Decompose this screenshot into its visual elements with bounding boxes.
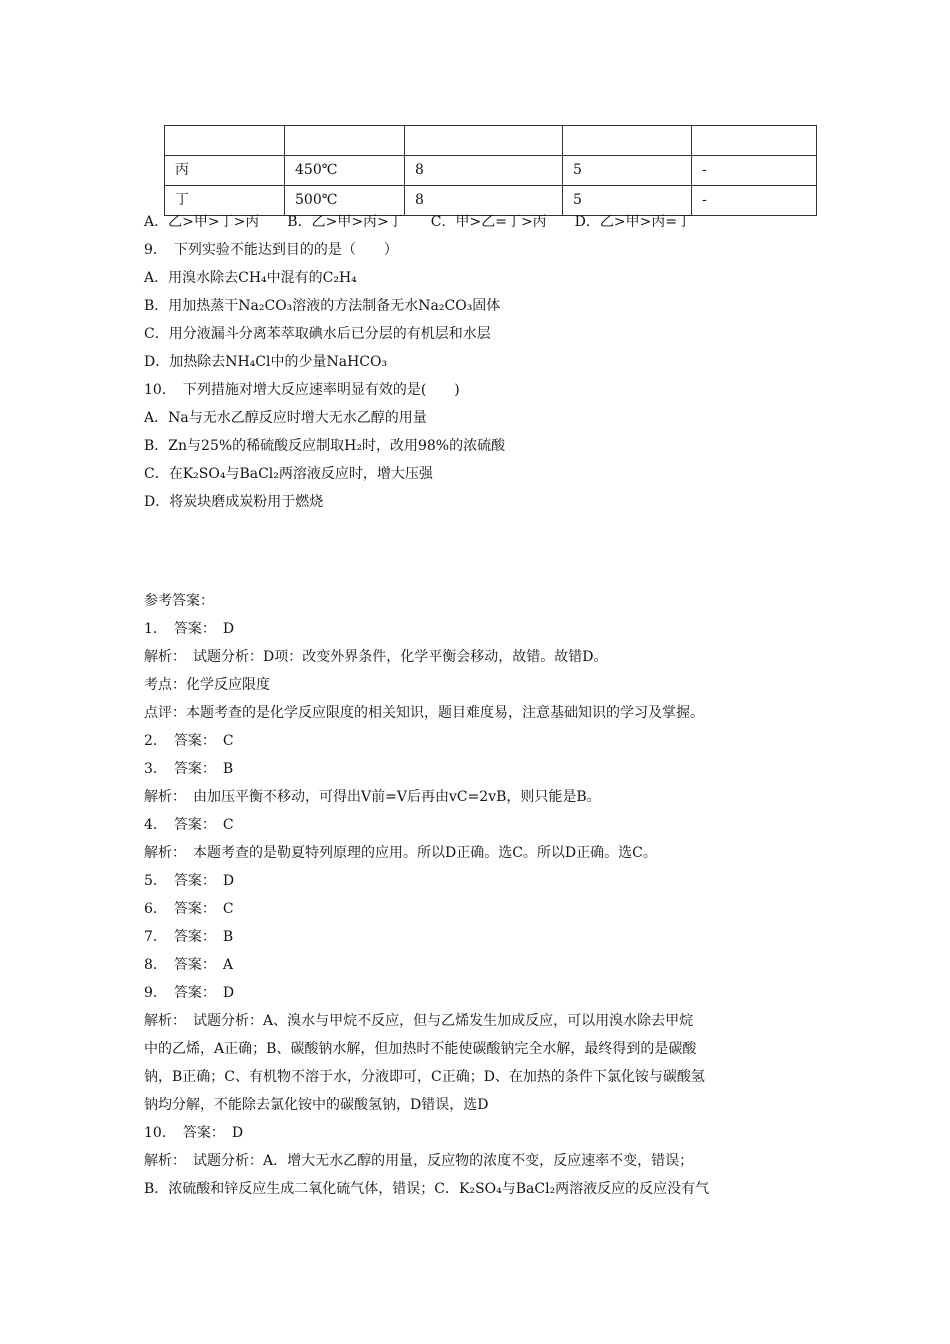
q9-option-d: D．加热除去NH₄Cl中的少量NaHCO₃ (144, 354, 388, 370)
answer-line: 7． 答案： B (144, 929, 234, 945)
table-cell (405, 126, 563, 156)
q10-option-b: B．Zn与25%的稀硫酸反应制取H₂时，改用98%的浓硫酸 (144, 438, 506, 454)
answer-line: 3． 答案： B (144, 761, 234, 777)
q9-analysis-line: 解析： 试题分析：A、溴水与甲烷不反应，但与乙烯发生加成反应，可以用溴水除去甲烷 (144, 1013, 694, 1029)
q9-analysis-line: 钠，B正确；C、有机物不溶于水，分液即可，C正确；D、在加热的条件下氯化铵与碳酸氢 (144, 1069, 705, 1085)
table-cell: 8 (405, 156, 563, 186)
q9-stem: 9． 下列实验不能达到目的的是（ ） (144, 242, 398, 258)
answer-line: 9． 答案： D (144, 985, 235, 1001)
answer-line: 解析： 由加压平衡不移动，可得出V前=V后再由vC=2vB，则只能是B。 (144, 789, 601, 805)
table-row (165, 156, 817, 186)
q10-option-d: D．将炭块磨成炭粉用于燃烧 (144, 494, 324, 510)
q9-option-c: C．用分液漏斗分离苯萃取碘水后已分层的有机层和水层 (144, 326, 491, 342)
q10-option-a: A．Na与无水乙醇反应时增大无水乙醇的用量 (144, 410, 427, 426)
answer-line: 6． 答案： C (144, 901, 234, 917)
answer-line: 考点：化学反应限度 (144, 677, 270, 693)
table-cell (563, 126, 692, 156)
table-cell: 8 (405, 186, 563, 216)
answer-line: 5． 答案： D (144, 873, 235, 889)
answer-line: 解析： 本题考查的是勒夏特列原理的应用。所以D正确。选C。所以D正确。选C。 (144, 845, 657, 861)
table-cell: - (692, 156, 817, 186)
questions-section (144, 208, 824, 516)
answer-line: 1． 答案： D (144, 621, 235, 637)
q8-options: A．乙>甲>丁>丙 B．乙>甲>丙>丁 C．甲>乙=丁>丙 D．乙>甲>丙=丁 (144, 214, 692, 230)
q10-analysis-line: B．浓硫酸和锌反应生成二氧化硫气体，错误；C．K₂SO₄与BaCl₂两溶液反应的反应没有气 (144, 1181, 710, 1197)
q10-stem: 10． 下列措施对增大反应速率明显有效的是( ) (144, 382, 460, 398)
table-cell: 丁 (165, 186, 285, 216)
q10-analysis-line: 解析： 试题分析：A．增大无水乙醇的用量，反应物的浓度不变，反应速率不变，错误； (144, 1153, 694, 1169)
table-cell: 丙 (165, 156, 285, 186)
q9-analysis-line: 中的乙烯，A正确；B、碳酸钠水解，但加热时不能使碳酸钠完全水解，最终得到的是碳酸 (144, 1041, 697, 1057)
table-cell: - (692, 186, 817, 216)
answer-line: 8． 答案： A (144, 957, 234, 973)
q9-option-b: B．用加热蒸干Na₂CO₃溶液的方法制备无水Na₂CO₃固体 (144, 298, 501, 314)
table-cell (165, 126, 285, 156)
table-cell: 5 (563, 186, 692, 216)
table-cell (692, 126, 817, 156)
table-cell: 450℃ (285, 156, 405, 186)
answer-line: 2． 答案： C (144, 733, 234, 749)
table-cell: 5 (563, 156, 692, 186)
answers-section (144, 587, 824, 1203)
table-row (165, 126, 817, 156)
answers-heading: 参考答案： (144, 593, 214, 609)
q10-answer: 10． 答案： D (144, 1125, 244, 1141)
answer-line: 点评：本题考查的是化学反应限度的相关知识，题目难度易，注意基础知识的学习及掌握。 (144, 705, 704, 721)
q10-option-c: C．在K₂SO₄与BaCl₂两溶液反应时，增大压强 (144, 466, 433, 482)
q9-analysis-line: 钠均分解，不能除去氯化铵中的碳酸氢钠，D错误，选D (144, 1097, 489, 1113)
table-cell (285, 126, 405, 156)
data-table (164, 125, 817, 216)
answer-line: 解析： 试题分析：D项：改变外界条件，化学平衡会移动，故错。故错D。 (144, 649, 608, 665)
answer-line: 4． 答案： C (144, 817, 234, 833)
q9-option-a: A．用溴水除去CH₄中混有的C₂H₄ (144, 270, 357, 286)
table-cell: 500℃ (285, 186, 405, 216)
